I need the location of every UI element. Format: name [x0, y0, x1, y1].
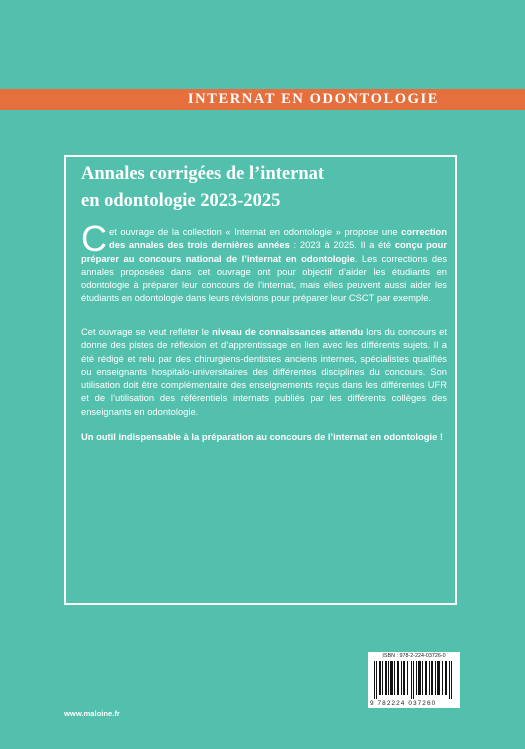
- description-paragraph-2: Cet ouvrage se veut refléter le niveau de connaissances attendu lors du concours et donne des pistes de réflexion et d’apprentissage en lien avec les différents sujets. Il a été rédigé et relu par des chirurgiens-dentistes anciens internes, spécialistes qualifiés ou enseignants hospitalo-universitaires des différentes disciplines du concours. Son utilisation doit être complémentaire des enseignements reçus dans les différentes UFR et de l’utilisation des référentiels internats publiés par les différents collèges des enseignants en odontologie.: [81, 326, 448, 417]
- publisher-website[interactable]: www.maloine.fr: [64, 709, 120, 718]
- isbn-text: ISBN : 978-2-224-03726-0: [382, 653, 446, 659]
- book-title: [81, 161, 441, 215]
- description-paragraph-1: Cet ouvrage de la collection « Internat en odontologie » propose une correction des annales des trois dernières années : 2023 à 2025. Il a été conçu pour préparer au concours national de l’internat en odontologie. Les corrections des annales proposées dans cet ouvrage ont pour objectif d’aider les étudiants en odontologie à préparer leur concours de l’internat, mais elles peuvent aussi aider les étudiants en odontologie dans leurs révisions pour préparer leur CSCT par exemple.: [81, 218, 448, 304]
- series-title: INTERNAT EN ODONTOLOGIE: [187, 91, 439, 107]
- barcode-icon: [374, 661, 454, 699]
- drop-cap: C: [81, 218, 107, 259]
- tagline: Un outil indispensable à la préparation au concours de l’internat en odontologie !: [81, 431, 444, 442]
- series-banner: [0, 89, 525, 110]
- book-title-line-1: Annales corrigées de l’internat: [81, 164, 325, 184]
- barcode-number: 9 782224 037260: [370, 700, 437, 707]
- book-title-line-2: en odontologie 2023-2025: [81, 191, 281, 211]
